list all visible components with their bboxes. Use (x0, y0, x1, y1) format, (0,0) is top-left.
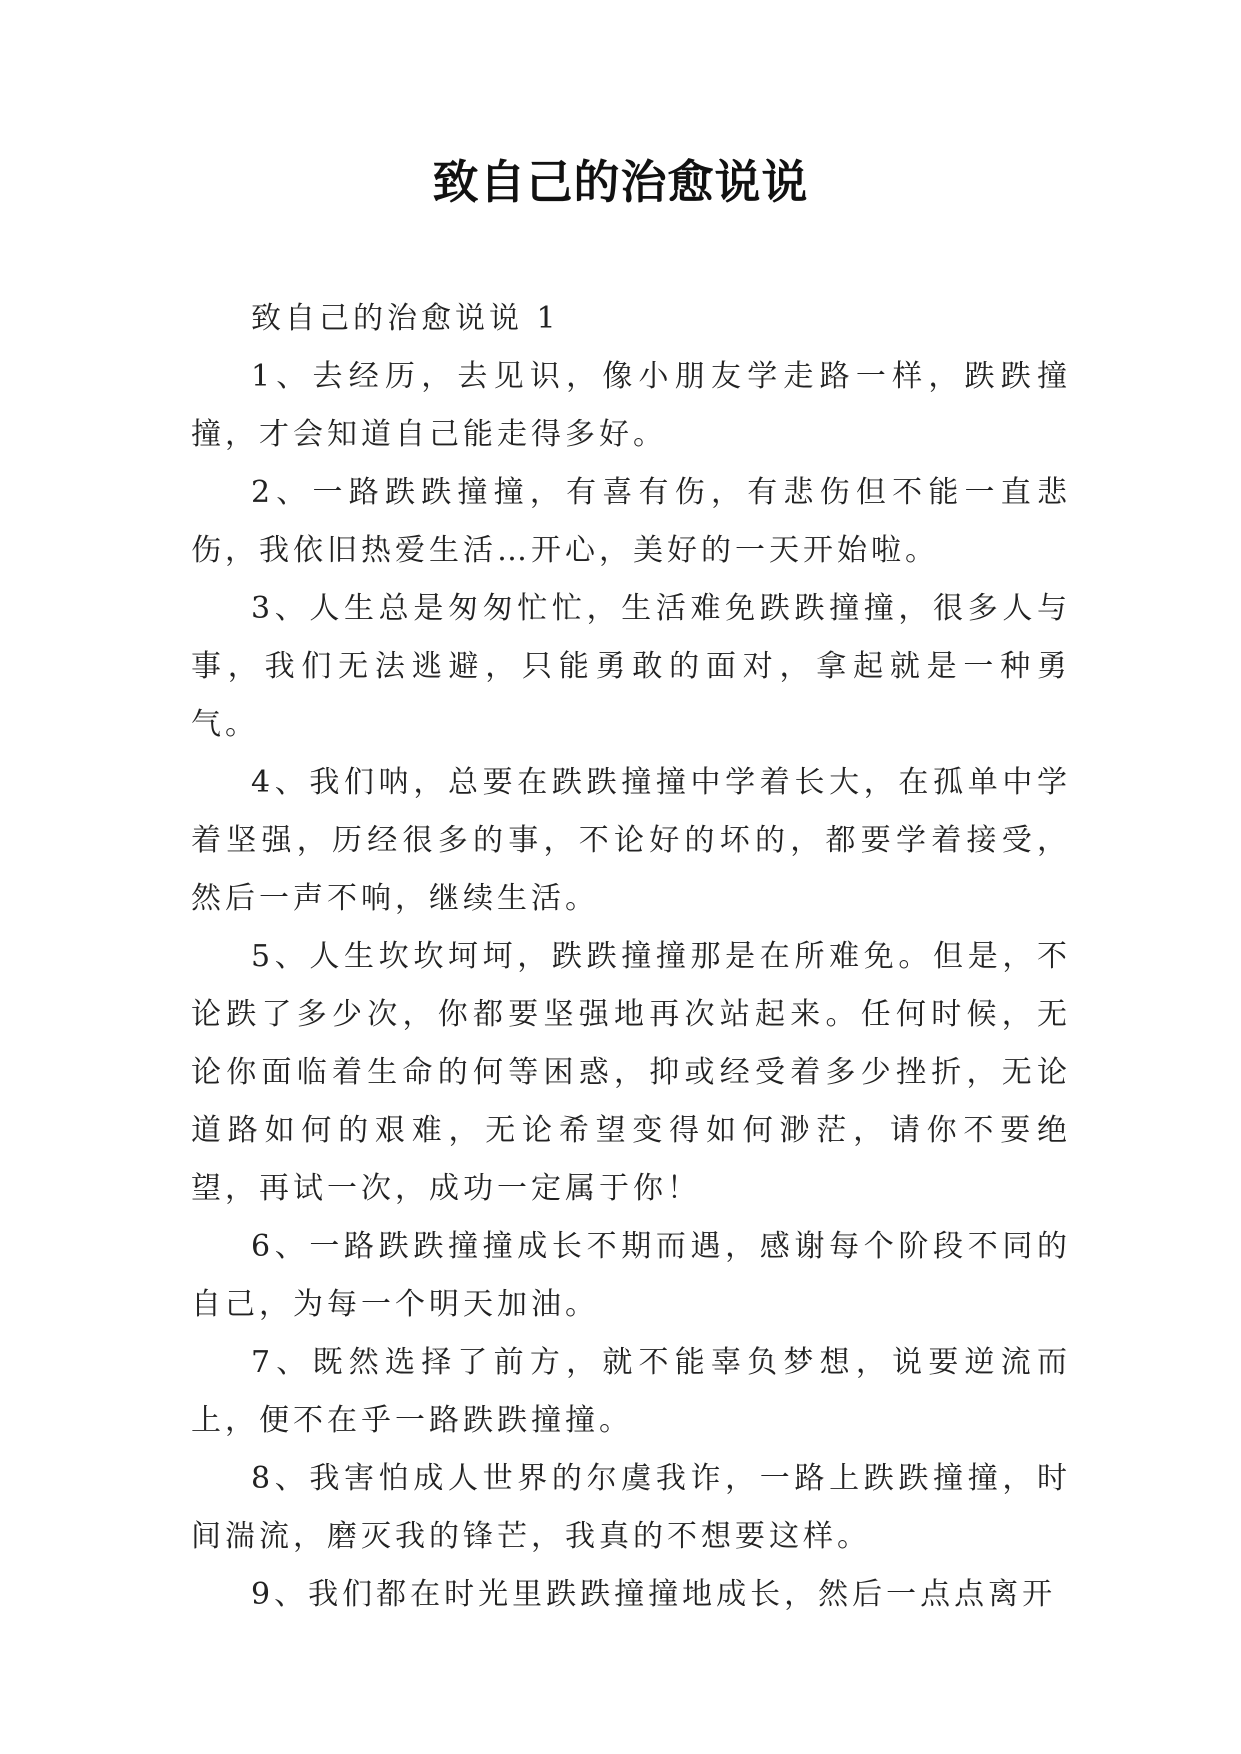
paragraph-4: 4、我们呐，总要在跌跌撞撞中学着长大，在孤单中学着坚强，历经很多的事，不论好的坏的，都要学着接受，然后一声不响，继续生活。 (191, 765, 1071, 916)
paragraph-1: 1、去经历，去见识，像小朋友学走路一样，跌跌撞撞，才会知道自己能走得多好。 (191, 359, 1071, 452)
paragraph-3: 3、人生总是匆匆忙忙，生活难免跌跌撞撞，很多人与事，我们无法逃避，只能勇敢的面对，拿起就是一种勇气。 (191, 591, 1071, 742)
paragraph-7: 7、既然选择了前方，就不能辜负梦想，说要逆流而上，便不在乎一路跌跌撞撞。 (191, 1345, 1071, 1438)
paragraph-5: 5、人生坎坎坷坷，跌跌撞撞那是在所难免。但是，不论跌了多少次，你都要坚强地再次站起来。任何时候，无论你面临着生命的何等困惑，抑或经受着多少挫折，无论道路如何的艰难，无论希望变得如何渺茫，请你不要绝望，再试一次，成功一定属于你！ (191, 939, 1071, 1206)
paragraph-9: 9、我们都在时光里跌跌撞撞地成长，然后一点点离开 (251, 1577, 1057, 1612)
paragraph-8: 8、我害怕成人世界的尔虞我诈，一路上跌跌撞撞，时间湍流，磨灭我的锋芒，我真的不想要这样。 (191, 1461, 1071, 1554)
document-title: 致自己的治愈说说 (432, 155, 809, 209)
paragraph-6: 6、一路跌跌撞撞成长不期而遇，感谢每个阶段不同的自己，为每一个明天加油。 (191, 1229, 1071, 1322)
paragraph-2: 2、一路跌跌撞撞，有喜有伤，有悲伤但不能一直悲伤，我依旧热爱生活…开心，美好的一天开始啦。 (191, 475, 1071, 568)
document-body (191, 290, 1071, 1624)
section-heading: 致自己的治愈说说 1 (251, 301, 560, 336)
